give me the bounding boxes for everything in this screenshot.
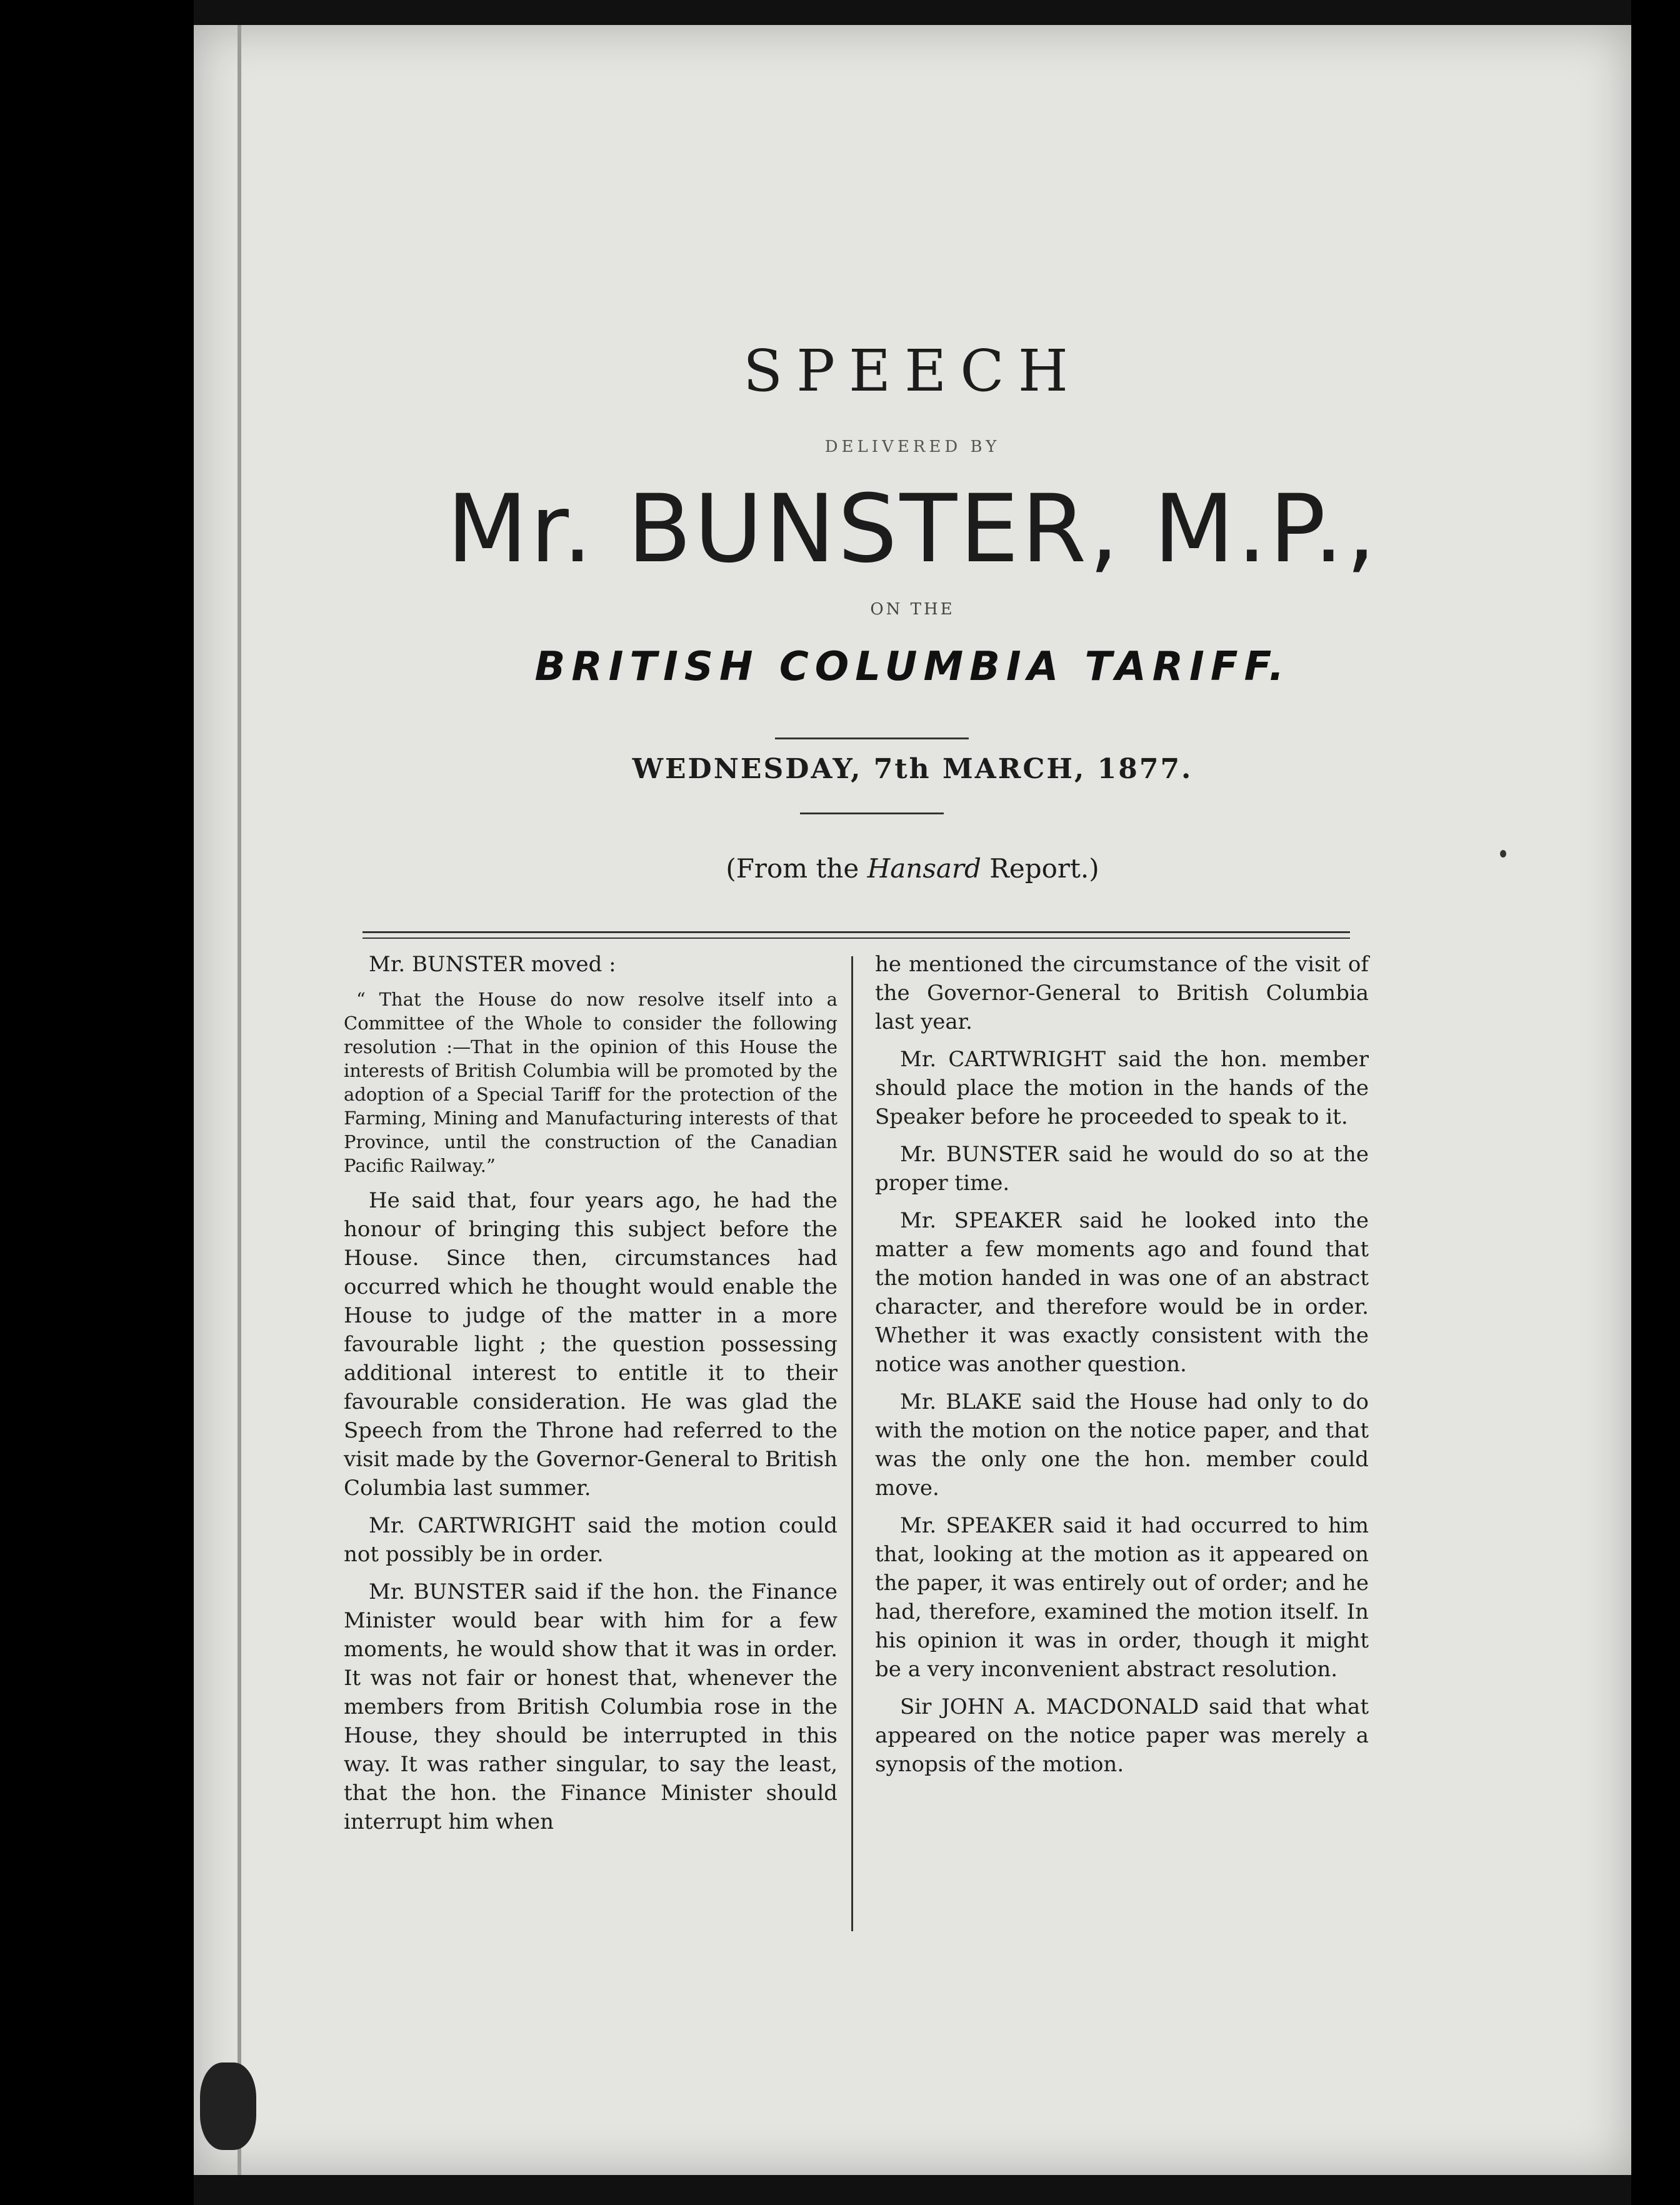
speech-topic: BRITISH COLUMBIA TARIFF. [534, 644, 1291, 690]
source-citation [194, 853, 1631, 884]
source-hansard: Hansard [867, 853, 981, 884]
paragraph: Mr. BUNSTER moved : [369, 952, 616, 977]
paragraph: he mentioned the circumstance of the visit of the Governor-General to British Columbia last year. [875, 952, 1369, 1034]
scan-right-border [1631, 0, 1680, 2205]
paragraph: Mr. SPEAKER said he looked into the matter a few moments ago and found that the motion handed in was one of an abstract character, and therefore would be in order. Whether it was exactly consistent with the notice was another question. [875, 1208, 1369, 1377]
paragraph: Mr. BLAKE said the House had only to do with the motion on the notice paper, and that was the only one the hon. member could move. [875, 1389, 1369, 1501]
paragraph: He said that, four years ago, he had the honour of bringing this subject before the House. Since then, circumstances had occurred which he thought would enable the House to judge of the matter in a more favourable light ; the question possessing additional interest to entitle it to their favourable consideration. He was glad the Speech from the Throne had referred to the visit made by the Governor-General to British Columbia last summer. [344, 1188, 838, 1501]
delivered-by-label: DELIVERED BY [824, 438, 1001, 456]
paragraph: Mr. BUNSTER said he would do so at the proper time. [875, 1142, 1369, 1196]
scan-speck [1500, 850, 1506, 858]
paragraph: Sir JOHN A. MACDONALD said that what appeared on the notice paper was merely a synopsis of the motion. [875, 1694, 1369, 1777]
source-open: (From the [726, 853, 868, 884]
paragraph: Mr. CARTWRIGHT said the hon. member should place the motion in the hands of the Speaker before he proceeded to speak to it. [875, 1047, 1369, 1129]
paragraph: Mr. SPEAKER said it had occurred to him that, looking at the motion as it appeared on the paper, it was entirely out of order; and he had, therefore, examined the motion itself. In his opinion it was in order, though it might be a very inconvenient abstract resolution. [875, 1513, 1369, 1682]
title-rule-lower [800, 812, 944, 814]
section-double-rule-bottom [362, 938, 1350, 939]
text-column-right [875, 950, 1369, 1788]
document-title: SPEECH [743, 338, 1082, 404]
section-double-rule-top [362, 931, 1350, 933]
speech-date: WEDNESDAY, 7th MARCH, 1877. [632, 753, 1193, 785]
title-rule-upper [775, 738, 969, 739]
column-divider [851, 956, 853, 1931]
scan-smudge [200, 2062, 256, 2150]
speaker-name: Mr. BUNSTER, M.P., [446, 475, 1379, 584]
source-close: Report.) [981, 853, 1099, 884]
paragraph: Mr. BUNSTER said if the hon. the Finance Minister would bear with him for a few moments, he would show that it was in order. It was not fair or honest that, whenever the members from British Columbia rose in the House, they should be interrupted in this way. It was rather singular, to say the least, that the hon. the Finance Minister should interrupt him when [344, 1579, 838, 1834]
paragraph: Mr. CARTWRIGHT said the motion could not possibly be in order. [344, 1513, 838, 1567]
scan-left-border [0, 0, 194, 2205]
text-column-left [344, 950, 838, 1845]
on-the-label: ON THE [870, 600, 955, 619]
resolution-quote: “ That the House do now resolve itself into a Committee of the Whole to consider the following resolution :—That in the opinion of this House the interests of British Columbia will be promoted by the adoption of a Special Tariff for the protection of the Farming, Mining and Manufacturing interests of that Province, until the construction of the Canadian Pacific Railway.” [344, 989, 838, 1176]
